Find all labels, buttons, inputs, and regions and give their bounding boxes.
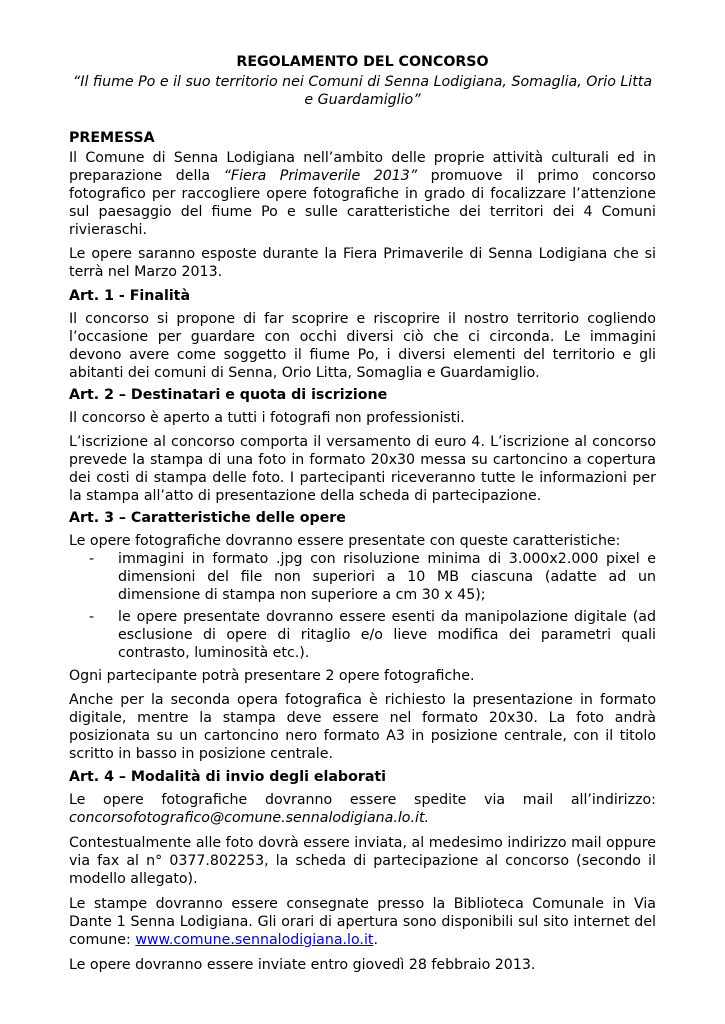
- document-subtitle: “Il fiume Po e il suo territorio nei Comuni di Senna Lodigiana, Somaglia, Orio Litta e Guardamiglio”: [72, 74, 653, 108]
- art3-paragraph-2: Ogni partecipante potrà presentare 2 opere fotografiche.: [69, 668, 475, 684]
- art3-heading: Art. 3 – Caratteristiche delle opere: [69, 510, 346, 526]
- art1-heading: Art. 1 - Finalità: [69, 288, 191, 304]
- art3-paragraph-3: Anche per la seconda opera fotografica è richiesto la presentazione in formato digitale, mentre la stampa deve essere nel formato 20x30. La foto andrà posizionata su un cartoncino nero formato A3 in posizione centrale, con il titolo scritto in basso in posizione centrale.: [69, 692, 656, 762]
- art4-heading: Art. 4 – Modalità di invio degli elaborati: [69, 769, 387, 785]
- art4-paragraph-4: Le opere dovranno essere inviate entro giovedì 28 febbraio 2013.: [69, 957, 536, 973]
- list-item-text: le opere presentate dovranno essere esenti da manipolazione digitale (ad esclusione di opere di ritaglio e/o lieve modifica dei parametri quali contrasto, luminosità etc.).: [118, 609, 656, 661]
- premessa-text-a: Il Comune di Senna Lodigiana nell’ambito delle proprie attività culturali ed in preparazione della: [69, 150, 656, 184]
- premessa-heading: PREMESSA: [69, 130, 155, 146]
- premessa-paragraph-1: [69, 149, 656, 239]
- art2-paragraph-2: L’iscrizione al concorso comporta il versamento di euro 4. L’iscrizione al concorso prevede la stampa di una foto in formato 20x30 messa su cartoncino a copertura dei costi di stampa delle foto. I partecipanti riceveranno tutte le informazioni per la stampa all’atto di presentazione della scheda di partecipazione.: [69, 434, 656, 504]
- document-title: REGOLAMENTO DEL CONCORSO: [236, 54, 489, 70]
- art1-paragraph: Il concorso si propone di far scoprire e riscoprire il nostro territorio cogliendo l’occasione per guardare con occhi diversi ciò che ci circonda. Le immagini devono avere come soggetto il fiume Po, i diversi elementi del territorio e gli abitanti dei comuni di Senna, Orio Litta, Somaglia e Guardamiglio.: [69, 311, 656, 381]
- fiera-name: “Fiera Primaverile 2013”: [223, 168, 418, 184]
- list-item-text: immagini in formato .jpg con risoluzione minima di 3.000x2.000 pixel e dimensioni del file non superiori a 10 MB ciascuna (adatte ad un dimensione di stampa non superiore a cm 30 x 45);: [118, 551, 656, 603]
- word: fotografiche: [161, 792, 248, 808]
- art4-paragraph-3: [69, 895, 656, 949]
- art2-paragraph-1: Il concorso è aperto a tutti i fotografi non professionisti.: [69, 410, 465, 426]
- art4-text-b: .: [373, 932, 378, 948]
- art3-list: [69, 550, 656, 662]
- word: mail: [522, 792, 554, 808]
- art4-paragraph-2: Contestualmente alle foto dovrà essere inviata, al medesimo indirizzo mail oppure via fax al n° 0377.802253, la scheda di partecipazione al concorso (secondo il modello allegato).: [69, 835, 656, 887]
- document-page: [69, 53, 656, 974]
- word: spedite: [414, 792, 467, 808]
- contest-email-address: concorsofotografico@comune.sennalodigiana.lo.it.: [69, 810, 430, 826]
- art3-intro: Le opere fotografiche dovranno essere presentate con queste caratteristiche:: [69, 533, 621, 549]
- bullet-dash: -: [89, 551, 95, 567]
- art2-heading: Art. 2 – Destinatari e quota di iscrizione: [69, 387, 388, 403]
- word: all’indirizzo:: [570, 792, 656, 808]
- word: opere: [103, 792, 144, 808]
- art4-paragraph-1-line: [69, 791, 656, 809]
- premessa-paragraph-2: Le opere saranno esposte durante la Fiera Primaverile di Senna Lodigiana che si terrà nel Marzo 2013.: [69, 246, 656, 280]
- art4-text-a: Le stampe dovranno essere consegnate presso la Biblioteca Comunale in Via Dante 1 Senna Lodigiana. Gli orari di apertura sono disponibili sul sito internet del comune:: [69, 896, 656, 948]
- list-item: [69, 608, 656, 662]
- list-item: [69, 550, 656, 604]
- word: essere: [349, 792, 397, 808]
- municipality-website-link[interactable]: www.comune.sennalodigiana.lo.it: [135, 932, 374, 948]
- word: via: [484, 792, 506, 808]
- word: Le: [69, 792, 86, 808]
- bullet-dash: -: [89, 609, 95, 625]
- word: dovranno: [264, 792, 333, 808]
- premessa-text-b: promuove il primo concorso fotografico per raccogliere opere fotografiche in grado di focalizzare l’attenzione sul paesaggio del fiume Po e sulle caratteristiche dei territori dei 4 Comuni rivieraschi.: [69, 168, 656, 238]
